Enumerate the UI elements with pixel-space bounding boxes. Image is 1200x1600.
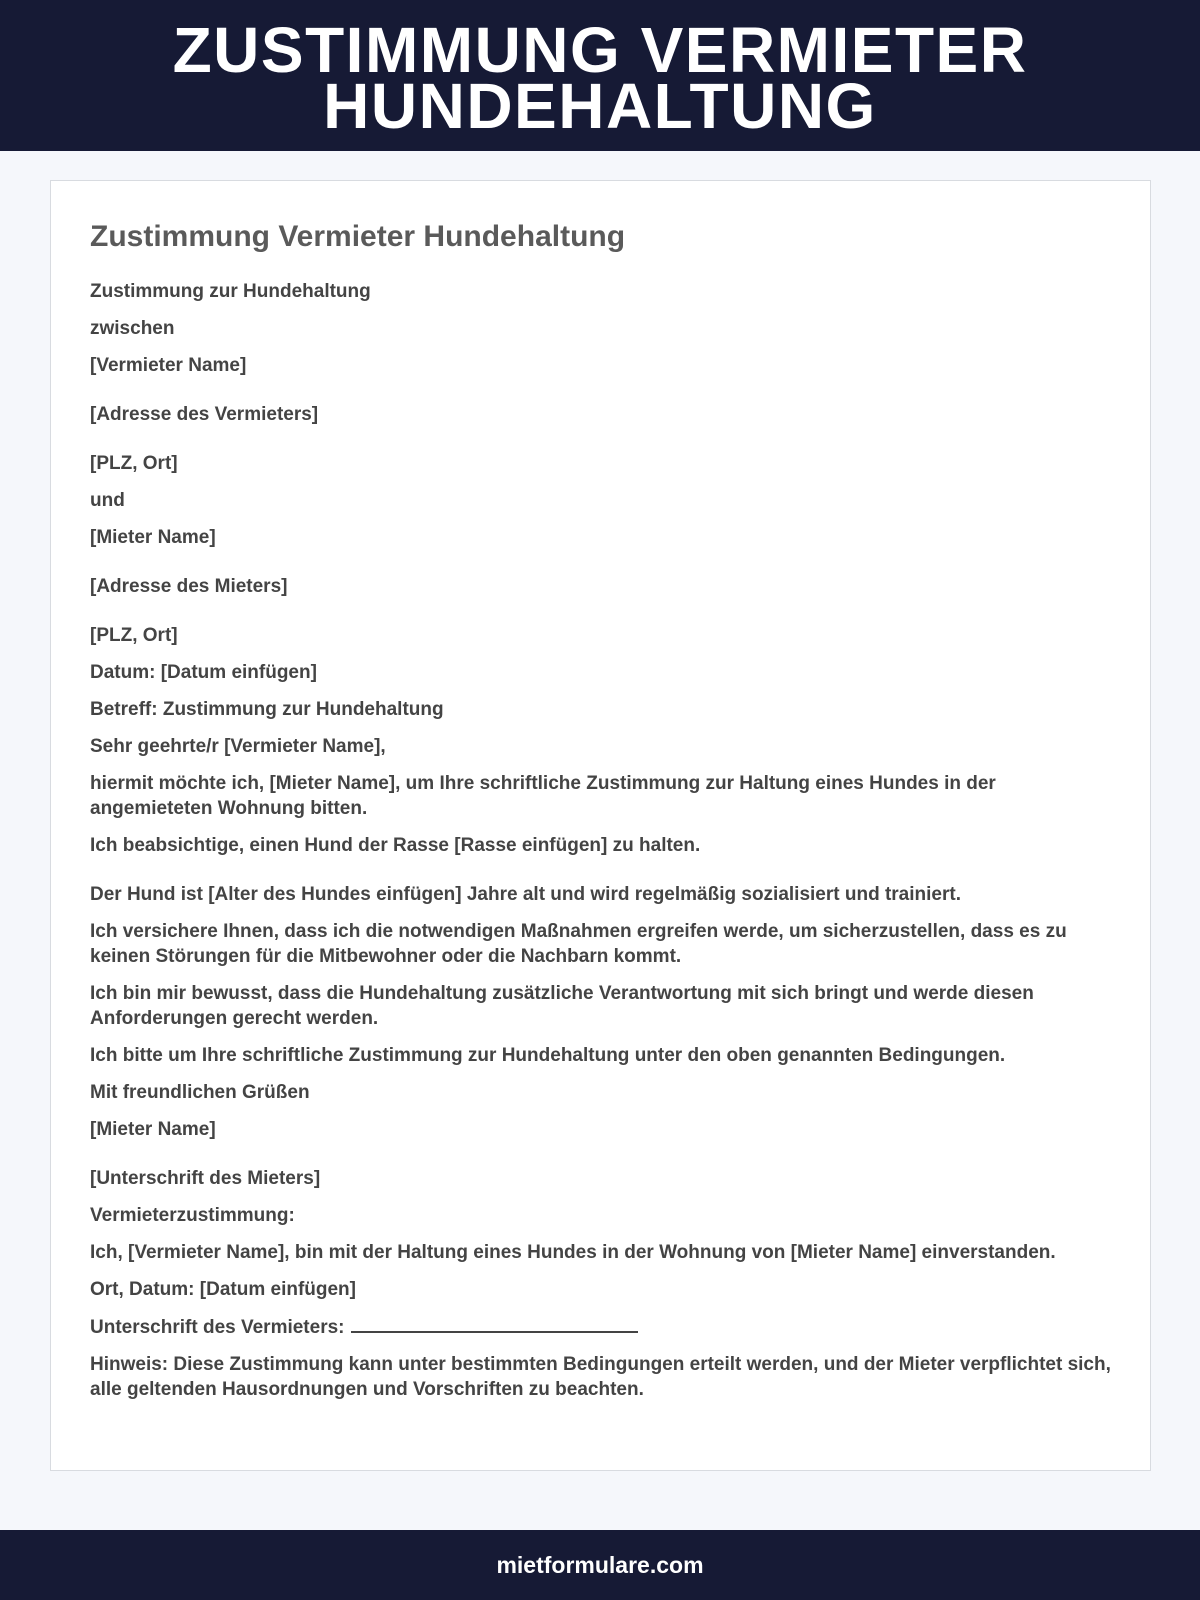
doc-landlord-city: [PLZ, Ort]	[90, 453, 178, 474]
doc-landlord-consent-heading: Vermieterzustimmung:	[90, 1205, 295, 1226]
doc-landlord-signature-row	[90, 1314, 1111, 1340]
signature-line	[351, 1314, 638, 1333]
doc-landlord-address: [Adresse des Vermieters]	[90, 404, 319, 425]
doc-consent-request: Ich bitte um Ihre schriftliche Zustimmung zur Hundehaltung unter den oben genannten Bedingungen.	[90, 1045, 1006, 1066]
doc-tenant-signoff-name: [Mieter Name]	[90, 1119, 216, 1140]
doc-between: zwischen	[90, 318, 175, 339]
doc-tenant-address: [Adresse des Mieters]	[90, 576, 288, 597]
footer-site-name: mietformulare.com	[496, 1551, 704, 1578]
doc-closing: Mit freundlichen Grüßen	[90, 1082, 310, 1103]
doc-landlord-signature-label: Unterschrift des Vermieters:	[90, 1317, 345, 1338]
doc-salutation: Sehr geehrte/r [Vermieter Name],	[90, 736, 386, 757]
doc-tenant-city: [PLZ, Ort]	[90, 625, 178, 646]
banner-title-line-2: HUNDEHALTUNG	[323, 69, 877, 142]
doc-tenant-signature: [Unterschrift des Mieters]	[90, 1168, 321, 1189]
doc-and: und	[90, 490, 125, 511]
banner-title	[172, 13, 1028, 142]
doc-assurance-paragraph: Ich versichere Ihnen, dass ich die notwendigen Maßnahmen ergreifen werde, um sicherzustellen, dass es zu keinen Störungen für die Mitbewohner oder die Nachbarn kommt.	[90, 921, 1067, 967]
doc-request-paragraph: hiermit möchte ich, [Mieter Name], um Ihre schriftliche Zustimmung zur Haltung eines Hundes in der angemieteten Wohnung bitten.	[90, 773, 996, 819]
doc-age-paragraph: Der Hund ist [Alter des Hundes einfügen] Jahre alt und wird regelmäßig sozialisiert und trainiert.	[90, 884, 961, 905]
doc-place-date: Ort, Datum: [Datum einfügen]	[90, 1279, 356, 1300]
footer-bar	[0, 1530, 1200, 1600]
document-heading: Zustimmung Vermieter Hundehaltung	[90, 220, 626, 253]
document-card	[50, 180, 1151, 1471]
doc-breed-paragraph: Ich beabsichtige, einen Hund der Rasse [Rasse einfügen] zu halten.	[90, 835, 701, 856]
doc-landlord-consent-text: Ich, [Vermieter Name], bin mit der Haltung eines Hundes in der Wohnung von [Mieter Name] einverstanden.	[90, 1242, 1056, 1263]
doc-subject: Betreff: Zustimmung zur Hundehaltung	[90, 699, 444, 720]
doc-tenant-name: [Mieter Name]	[90, 527, 216, 548]
doc-responsibility-paragraph: Ich bin mir bewusst, dass die Hundehaltung zusätzliche Verantwortung mit sich bringt und werde diesen Anforderungen gerecht werden.	[90, 983, 1034, 1029]
doc-note: Hinweis: Diese Zustimmung kann unter bestimmten Bedingungen erteilt werden, und der Mieter verpflichtet sich, alle geltenden Hausordnungen und Vorschriften zu beachten.	[90, 1354, 1111, 1400]
doc-landlord-name: [Vermieter Name]	[90, 355, 247, 376]
title-banner	[0, 0, 1200, 151]
banner-title-line-1: ZUSTIMMUNG VERMIETER	[172, 13, 1028, 86]
doc-subject-title: Zustimmung zur Hundehaltung	[90, 281, 371, 302]
doc-date: Datum: [Datum einfügen]	[90, 662, 317, 683]
